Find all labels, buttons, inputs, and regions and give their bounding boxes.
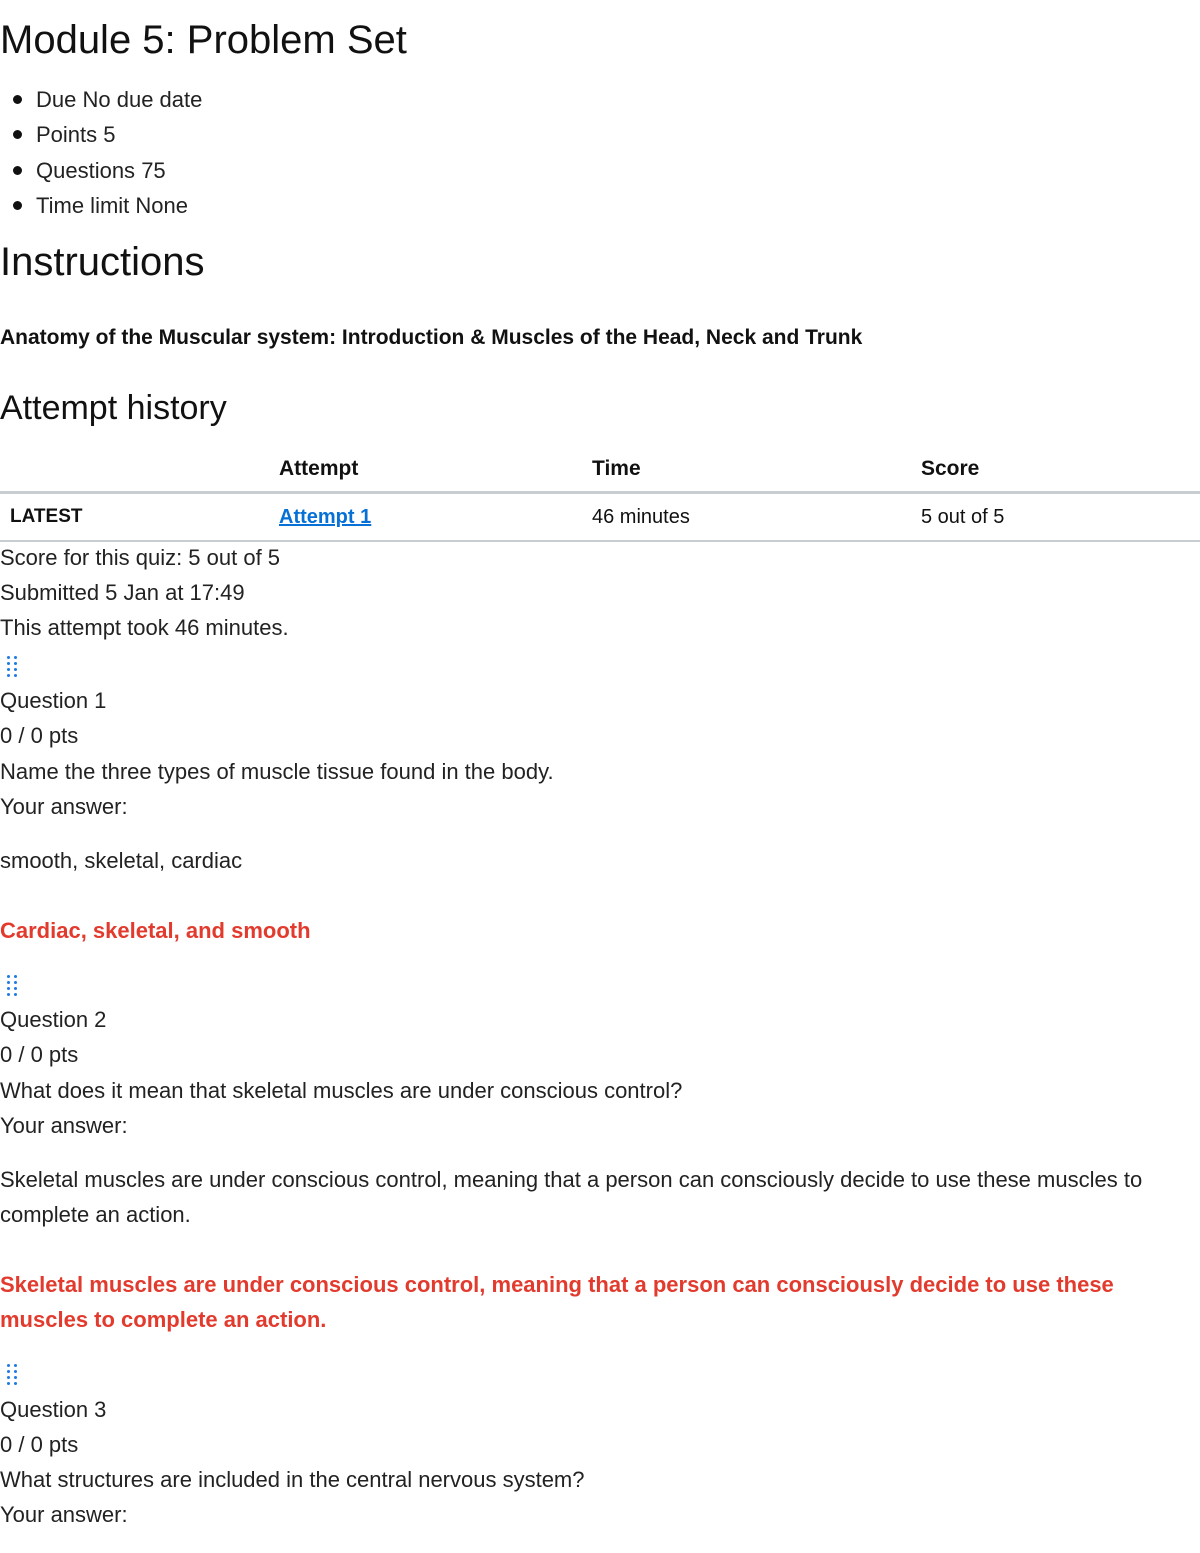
meta-value: None xyxy=(135,192,189,218)
question-label: Question 3 xyxy=(0,1397,107,1422)
column-header-attempt: Attempt xyxy=(279,447,592,493)
bullet-icon xyxy=(13,201,22,210)
quiz-meta-list xyxy=(0,82,202,223)
score-cell: 5 out of 5 xyxy=(921,493,1200,542)
column-header xyxy=(0,447,279,493)
question-label: Question 2 xyxy=(0,1007,107,1032)
meta-points xyxy=(0,117,202,152)
question-text: What does it mean that skeletal muscles are under conscious control? xyxy=(0,1078,683,1103)
correct-answer: Skeletal muscles are under conscious control, meaning that a person can consciously decide to use these muscles to complete an action. xyxy=(0,1272,1114,1332)
column-header-time: Time xyxy=(592,447,921,493)
student-answer: Skeletal muscles are under conscious control, meaning that a person can consciously decide to use these muscles to complete an action. xyxy=(0,1167,1143,1227)
attempt-history-heading: Attempt history xyxy=(0,389,227,427)
instructions-text: Anatomy of the Muscular system: Introduction & Muscles of the Head, Neck and Trunk xyxy=(0,326,863,349)
meta-time-limit xyxy=(0,188,202,223)
question-text: Name the three types of muscle tissue found in the body. xyxy=(0,759,554,784)
attempt-history-table xyxy=(0,447,1200,542)
student-answer: smooth, skeletal, cardiac xyxy=(0,848,243,873)
question-points: 0 / 0 pts xyxy=(0,723,79,748)
column-header-score: Score xyxy=(921,447,1200,493)
question-text: What structures are included in the central nervous system? xyxy=(0,1467,585,1492)
attempt-link[interactable]: Attempt 1 xyxy=(279,505,372,528)
time-cell: 46 minutes xyxy=(592,493,921,542)
correct-answer: Cardiac, skeletal, and smooth xyxy=(0,918,311,943)
table-header-row xyxy=(0,447,1200,493)
meta-label: Points xyxy=(36,122,98,148)
instructions-heading: Instructions xyxy=(0,240,205,284)
meta-value: No due date xyxy=(82,87,203,112)
meta-label: Due xyxy=(36,87,77,112)
your-answer-label: Your answer: xyxy=(0,1113,128,1138)
page-title: Module 5: Problem Set xyxy=(0,18,407,62)
meta-value: 75 xyxy=(141,157,166,183)
bullet-icon xyxy=(13,130,22,139)
your-answer-label: Your answer: xyxy=(0,794,128,819)
question-points: 0 / 0 pts xyxy=(0,1432,79,1457)
bullet-icon xyxy=(13,95,22,104)
your-answer-label: Your answer: xyxy=(0,1502,128,1527)
latest-tag: LATEST xyxy=(0,493,279,542)
meta-due xyxy=(0,82,202,117)
attempt-cell xyxy=(279,493,592,542)
table-row xyxy=(0,493,1200,542)
meta-value: 5 xyxy=(103,122,116,148)
meta-label: Time limit xyxy=(36,192,130,218)
drag-handle-icon[interactable] xyxy=(5,654,19,678)
bullet-icon xyxy=(13,166,22,175)
submitted-time: Submitted 5 Jan at 17:49 xyxy=(0,580,245,605)
meta-label: Questions xyxy=(36,157,136,183)
drag-handle-icon[interactable] xyxy=(5,1362,19,1386)
question-points: 0 / 0 pts xyxy=(0,1042,79,1067)
question-label: Question 1 xyxy=(0,688,107,713)
attempt-duration: This attempt took 46 minutes. xyxy=(0,615,289,640)
drag-handle-icon[interactable] xyxy=(5,973,19,997)
meta-questions xyxy=(0,153,202,188)
quiz-score: Score for this quiz: 5 out of 5 xyxy=(0,545,281,570)
